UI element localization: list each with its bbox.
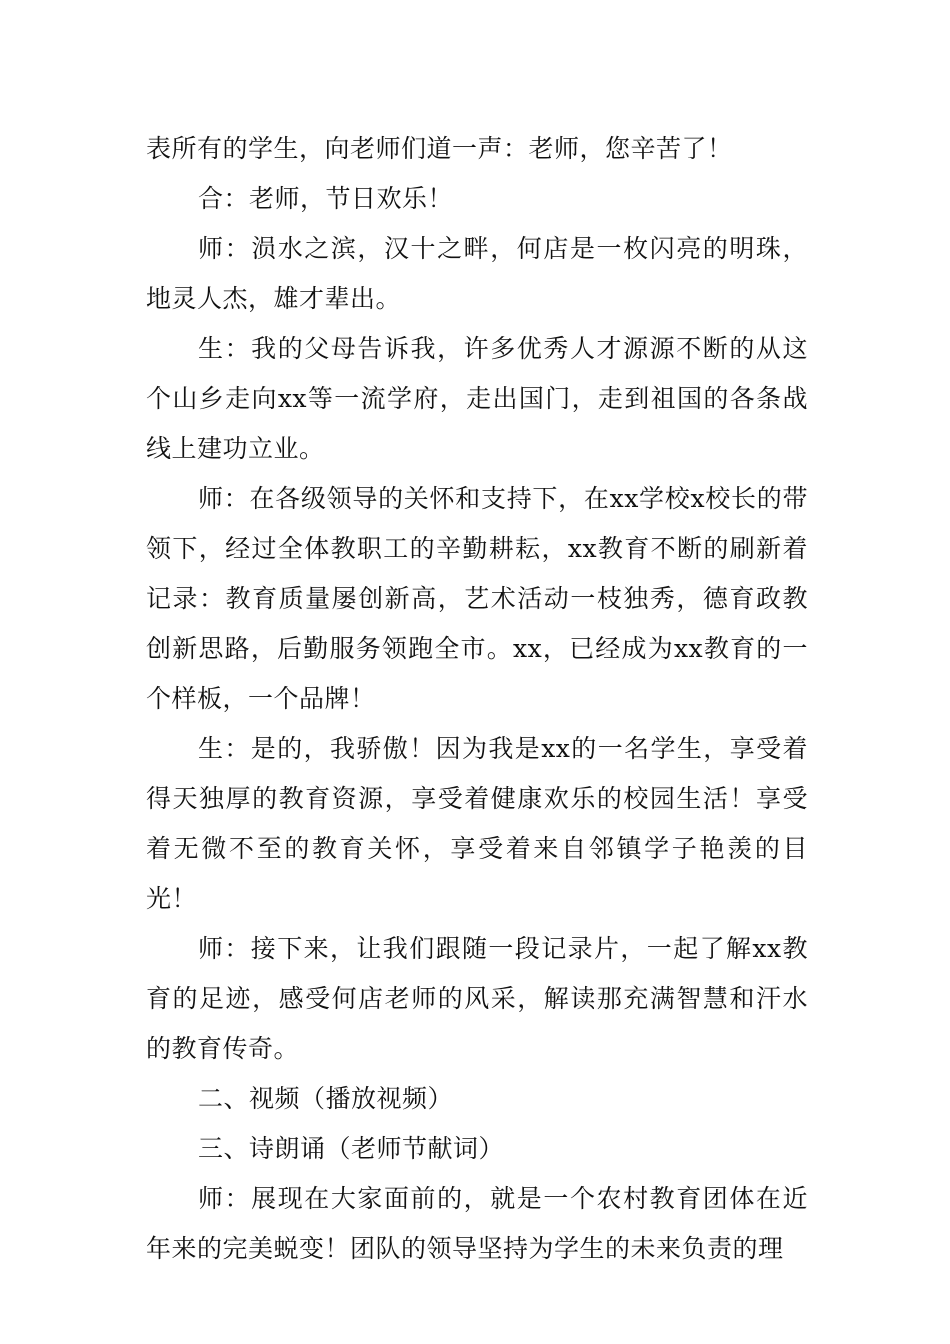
paragraph-student-pride: 生：是的，我骄傲！因为我是xx的一名学生，享受着得天独厚的教育资源，享受着健康欢乐的校园生活！享受着无微不至的教育关怀，享受着来自邻镇学子艳羡的目光！ [146, 734, 808, 913]
paragraph-teacher-transformation: 师：展现在大家面前的，就是一个农村教育团体在近年来的完美蜕变！团队的领导坚持为学生的未来负责的理 [146, 1184, 808, 1263]
section-heading-video: 二、视频（播放视频） [198, 1084, 454, 1113]
paragraph-teacher-documentary: 师：接下来，让我们跟随一段记录片，一起了解xx教育的足迹，感受何店老师的风采，解读那充满智慧和汗水的教育传奇。 [146, 934, 808, 1063]
paragraph-teacher-intro: 师：涢水之滨，汉十之畔，何店是一枚闪亮的明珠，地灵人杰，雄才辈出。 [146, 234, 808, 313]
document-body [146, 124, 808, 1274]
paragraph-continuation: 表所有的学生，向老师们道一声：老师，您辛苦了！ [146, 134, 733, 163]
section-heading-poem: 三、诗朗诵（老师节献词） [198, 1134, 505, 1163]
paragraph-student-parents: 生：我的父母告诉我，许多优秀人才源源不断的从这个山乡走向xx等一流学府，走出国门，走到祖国的各条战线上建功立业。 [146, 334, 808, 463]
paragraph-teacher-achievements: 师：在各级领导的关怀和支持下，在xx学校x校长的带领下，经过全体教职工的辛勤耕耘，xx教育不断的刷新着记录：教育质量屡创新高，艺术活动一枝独秀，德育政教创新思路，后勤服务领跑全市。xx，已经成为xx教育的一个样板，一个品牌！ [146, 484, 808, 713]
paragraph-chorus-greeting: 合：老师，节日欢乐！ [198, 184, 454, 213]
